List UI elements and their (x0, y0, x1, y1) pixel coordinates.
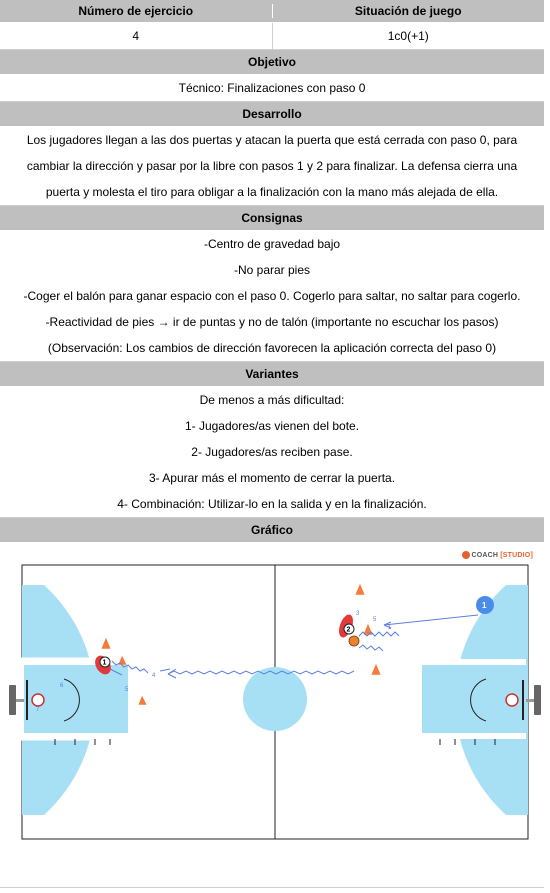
svg-text:4: 4 (152, 673, 156, 679)
desarrollo-text (0, 127, 544, 206)
consigna-item: -Reactividad de pies → ir de puntas y no de talón (importante no escuchar los pasos) (45, 315, 499, 329)
variante-item: 2- Jugadores/as reciben pase. (191, 445, 353, 459)
consigna-item: -No parar pies (233, 263, 311, 277)
consigna-item: -Coger el balón para ganar espacio con el paso 0. Cogerlo para saltar, no saltar para cogerlo. (23, 289, 521, 303)
consignas-title: Consignas (0, 206, 544, 231)
exercise-values-row (0, 23, 544, 50)
desarrollo-line: Los jugadores llegan a las dos puertas y atacan la puerta que está cerrada con paso 0, para (26, 133, 518, 147)
variantes-list (0, 387, 544, 518)
svg-text:2: 2 (346, 626, 351, 634)
svg-text:7: 7 (36, 707, 40, 713)
variante-item: 3- Apurar más el momento de cerrar la puerta. (148, 471, 396, 485)
game-situation-value: 1c0(+1) (272, 23, 545, 49)
exercise-number-value: 4 (132, 29, 140, 43)
objetivo-text: Técnico: Finalizaciones con paso 0 (0, 75, 544, 102)
svg-text:3: 3 (356, 611, 360, 617)
consigna-item: (Observación: Los cambios de dirección favorecen la aplicación correcta del paso 0) (47, 341, 497, 355)
exercise-number-label: Número de ejercicio (78, 4, 194, 18)
desarrollo-title: Desarrollo (0, 102, 544, 127)
svg-text:1: 1 (388, 625, 392, 631)
exercise-header-row (0, 0, 544, 23)
grafico-title: Gráfico (0, 518, 544, 543)
blue-player (476, 596, 494, 614)
logo-icon (462, 551, 470, 559)
svg-text:6: 6 (60, 683, 64, 689)
court-diagram (0, 543, 544, 888)
center-circle (243, 667, 307, 731)
consigna-item: -Centro de gravedad bajo (203, 237, 341, 251)
desarrollo-line: cambiar la dirección y pasar por la libre con pasos 1 y 2 para finalizar. La defensa cierra una (26, 159, 518, 173)
basketball-court-svg (0, 543, 544, 887)
desarrollo-line: puerta y molesta el tiro para obligar a la finalización con la mano más alejada de ella. (45, 185, 499, 199)
ball-icon (349, 636, 359, 646)
svg-text:5: 5 (125, 687, 129, 693)
svg-text:5: 5 (373, 617, 377, 623)
variantes-intro: De menos a más dificultad: (199, 393, 345, 407)
consignas-list (0, 231, 544, 362)
svg-text:1: 1 (482, 601, 487, 610)
variante-item: 4- Combinación: Utilizar-lo en la salida y en la finalización. (117, 497, 427, 511)
variantes-title: Variantes (0, 362, 544, 387)
variante-item: 1- Jugadores/as vienen del bote. (184, 419, 360, 433)
game-situation-label: Situación de juego (272, 4, 545, 18)
objetivo-title: Objetivo (0, 50, 544, 75)
svg-text:1: 1 (102, 659, 107, 667)
coach-studio-logo: COACH [STUDIO] (462, 551, 533, 559)
